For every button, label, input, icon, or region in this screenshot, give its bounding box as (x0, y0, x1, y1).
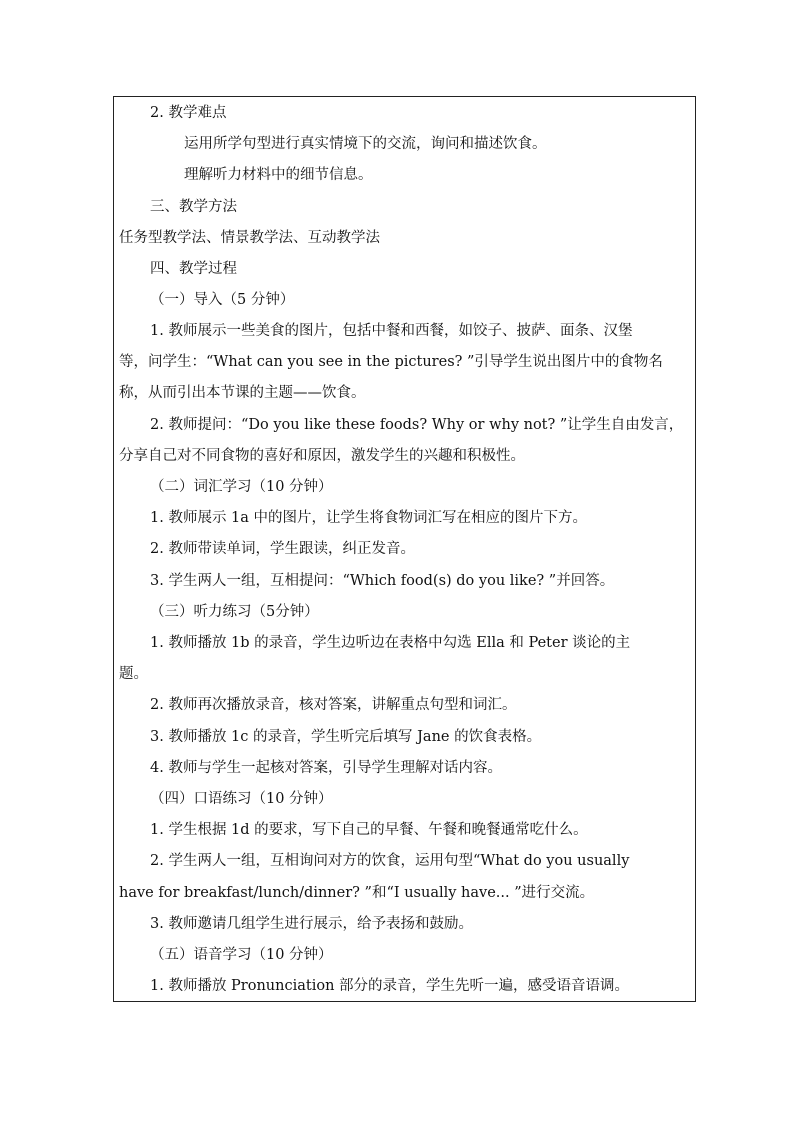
text-line: 等，问学生：“What can you see in the pictures? ”引导学生说出图片中的食物名 (119, 354, 663, 370)
text-line: 三、教学方法 (150, 199, 237, 215)
text-line: 3. 教师邀请几组学生进行展示，给予表扬和鼓励。 (150, 916, 473, 932)
text-line: 运用所学句型进行真实情境下的交流，询问和描述饮食。 (184, 136, 547, 152)
text-line: （二）词汇学习（10 分钟） (150, 479, 333, 495)
text-line: 2. 教师带读单词，学生跟读，纠正发音。 (150, 541, 415, 557)
text-line: 2. 教师提问：“Do you like these foods? Why or why not? ”让学生自由发言， (150, 417, 684, 433)
text-line: 1. 教师播放 Pronunciation 部分的录音，学生先听一遍，感受语音语调。 (150, 978, 630, 994)
text-line: have for breakfast/lunch/dinner? ”和“I usually have... ”进行交流。 (119, 885, 595, 901)
text-line: 理解听力材料中的细节信息。 (184, 167, 373, 183)
text-line: 题。 (119, 666, 148, 682)
text-line: （一）导入（5 分钟） (150, 292, 295, 308)
text-line: （五）语音学习（10 分钟） (150, 947, 333, 963)
text-line: 称，从而引出本节课的主题——饮食。 (119, 385, 366, 401)
text-line: 2. 教师再次播放录音，核对答案，讲解重点句型和词汇。 (150, 697, 517, 713)
text-line: 1. 教师播放 1b 的录音，学生边听边在表格中勾选 Ella 和 Peter 谈论的主 (150, 635, 631, 651)
text-line: 2. 学生两人一组，互相询问对方的饮食，运用句型“What do you usually (150, 853, 630, 869)
text-line: （四）口语练习（10 分钟） (150, 791, 333, 807)
text-line: 3. 教师播放 1c 的录音，学生听完后填写 Jane 的饮食表格。 (150, 729, 542, 745)
text-line: 2. 教学难点 (150, 105, 227, 121)
text-line: 3. 学生两人一组，互相提问：“Which food(s) do you like? ”并回答。 (150, 573, 615, 589)
text-line: 1. 教师展示一些美食的图片，包括中餐和西餐，如饺子、披萨、面条、汉堡 (150, 323, 633, 339)
text-line: 4. 教师与学生一起核对答案，引导学生理解对话内容。 (150, 760, 502, 776)
text-line: （三）听力练习（5分钟） (150, 604, 319, 620)
text-line: 任务型教学法、情景教学法、互动教学法 (119, 230, 380, 246)
text-line: 1. 学生根据 1d 的要求，写下自己的早餐、午餐和晚餐通常吃什么。 (150, 822, 588, 838)
text-line: 四、教学过程 (150, 261, 237, 277)
text-line: 分享自己对不同食物的喜好和原因，激发学生的兴趣和积极性。 (119, 448, 525, 464)
text-line: 1. 教师展示 1a 中的图片，让学生将食物词汇写在相应的图片下方。 (150, 510, 588, 526)
